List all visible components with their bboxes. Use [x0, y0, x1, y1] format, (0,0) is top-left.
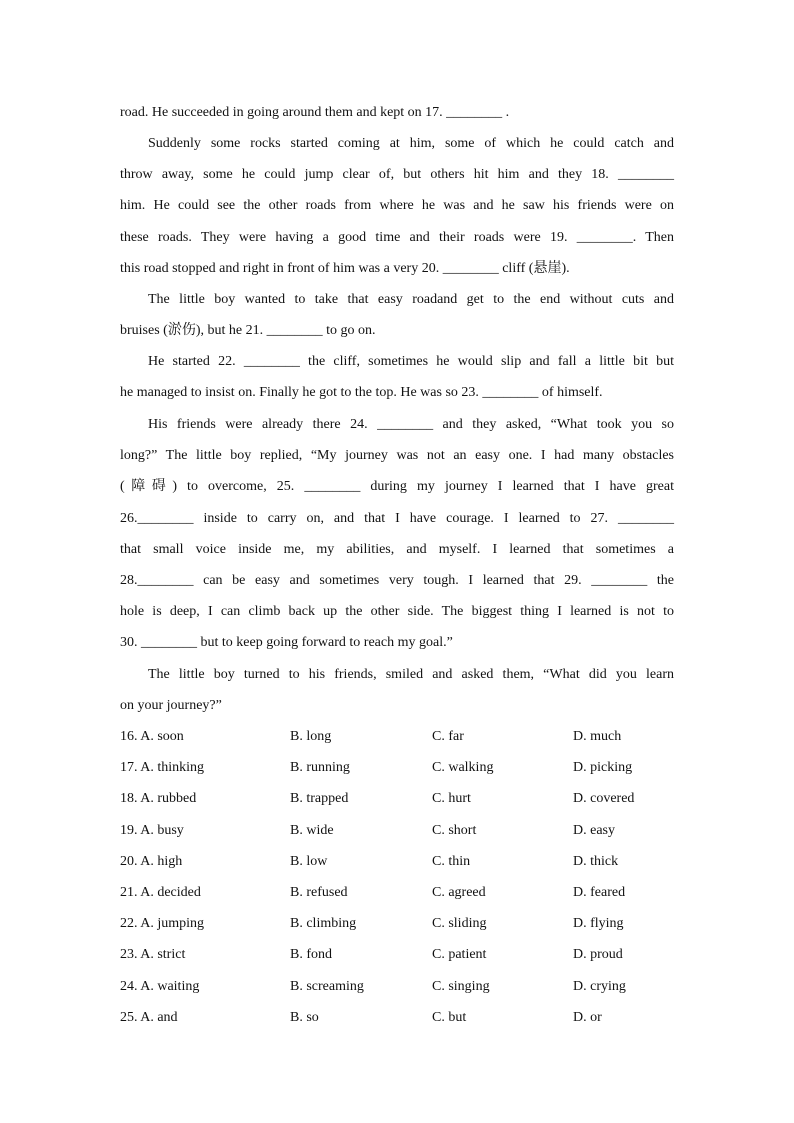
passage-line: hole is deep, I can climb back up the other side. The biggest thing I learned is not to: [120, 604, 674, 620]
option-row: [120, 939, 680, 970]
option-row: [120, 783, 680, 814]
option-a: 16. A. soon: [120, 729, 184, 744]
option-b: B. so: [290, 1009, 319, 1025]
paragraph: [120, 346, 674, 408]
passage-line: him. He could see the other roads from where he was and he saw his friends were on: [120, 198, 674, 214]
paragraph: [120, 659, 674, 721]
option-b: B. long: [290, 729, 332, 744]
option-b: B. low: [290, 853, 328, 869]
passage-line: 26.________ inside to carry on, and that I have courage. I learned to 27. ________: [120, 510, 674, 526]
option-b: B. trapped: [290, 791, 349, 807]
passage-line: 30. ________ but to keep going forward to reach my goal.”: [120, 635, 453, 651]
option-b: B. climbing: [290, 916, 357, 932]
option-d: D. proud: [573, 947, 623, 963]
option-a: 20. A. high: [120, 853, 183, 869]
option-b: B. refused: [290, 884, 348, 900]
option-b: B. fond: [290, 947, 332, 963]
option-c: C. sliding: [432, 916, 487, 932]
option-row: [120, 971, 680, 1002]
passage-line: on your journey?”: [120, 698, 222, 714]
passage-line: bruises (淤伤), but he 21. ________ to go on.: [120, 323, 376, 339]
option-c: C. patient: [432, 947, 487, 963]
passage-line: this road stopped and right in front of him was a very 20. ________ cliff (悬崖).: [120, 260, 570, 276]
option-d: D. crying: [573, 978, 626, 994]
option-a: 21. A. decided: [120, 884, 201, 900]
passage-line: (障碍) to overcome, 25. ________ during my journey I learned that I have great: [120, 479, 674, 495]
option-row: [120, 877, 680, 908]
passage-line: The little boy turned to his friends, smiled and asked them, “What did you learn: [148, 667, 674, 682]
passage-line: He started 22. ________ the cliff, sometimes he would slip and fall a little bit but: [148, 354, 674, 369]
passage-line: long?” The little boy replied, “My journey was not an easy one. I had many obstacles: [120, 448, 674, 464]
option-row: [120, 721, 680, 752]
passage-line: Suddenly some rocks started coming at him, some of which he could catch and: [148, 136, 674, 151]
option-c: C. thin: [432, 853, 471, 869]
passage-line: throw away, some he could jump clear of, but others hit him and they 18. ________: [120, 167, 674, 183]
answer-options: [120, 721, 680, 1033]
option-c: C. far: [432, 729, 464, 744]
option-row: [120, 1002, 680, 1033]
passage-line: these roads. They were having a good time and their roads were 19. ________. Then: [120, 229, 674, 245]
passage-line: road. He succeeded in going around them and kept on 17. ________ .: [120, 105, 510, 120]
option-a: 19. A. busy: [120, 822, 184, 838]
option-d: D. much: [573, 729, 622, 744]
option-b: B. running: [290, 760, 350, 776]
option-row: [120, 752, 680, 783]
option-d: D. covered: [573, 791, 635, 807]
option-a: 22. A. jumping: [120, 916, 205, 932]
option-row: [120, 908, 680, 939]
passage-line: that small voice inside me, my abilities, and myself. I learned that sometimes a: [120, 541, 674, 557]
passage-line: The little boy wanted to take that easy roadand get to the end without cuts and: [148, 292, 674, 307]
option-c: C. singing: [432, 978, 490, 994]
option-d: D. easy: [573, 822, 615, 838]
option-a: 24. A. waiting: [120, 978, 200, 994]
option-c: C. but: [432, 1009, 467, 1025]
paragraph: [120, 284, 674, 346]
option-d: D. or: [573, 1009, 602, 1025]
option-c: C. hurt: [432, 791, 471, 807]
paragraph: [120, 97, 674, 128]
paragraph: [120, 409, 674, 659]
option-a: 17. A. thinking: [120, 760, 205, 776]
passage-line: he managed to insist on. Finally he got to the top. He was so 23. ________ of himself.: [120, 385, 603, 401]
option-d: D. picking: [573, 760, 633, 776]
paragraph: [120, 128, 674, 284]
option-a: 25. A. and: [120, 1009, 178, 1025]
passage-line: His friends were already there 24. ________ and they asked, “What took you so: [148, 417, 674, 432]
option-a: 18. A. rubbed: [120, 791, 197, 807]
option-row: [120, 846, 680, 877]
option-c: C. agreed: [432, 884, 486, 900]
option-row: [120, 815, 680, 846]
option-b: B. wide: [290, 822, 334, 838]
option-c: C. short: [432, 822, 477, 838]
passage-line: 28.________ can be easy and sometimes very tough. I learned that 29. ________ the: [120, 572, 674, 588]
option-b: B. screaming: [290, 978, 364, 994]
option-d: D. feared: [573, 884, 626, 900]
option-a: 23. A. strict: [120, 947, 186, 963]
option-d: D. thick: [573, 853, 619, 869]
option-c: C. walking: [432, 760, 494, 776]
option-d: D. flying: [573, 916, 624, 932]
